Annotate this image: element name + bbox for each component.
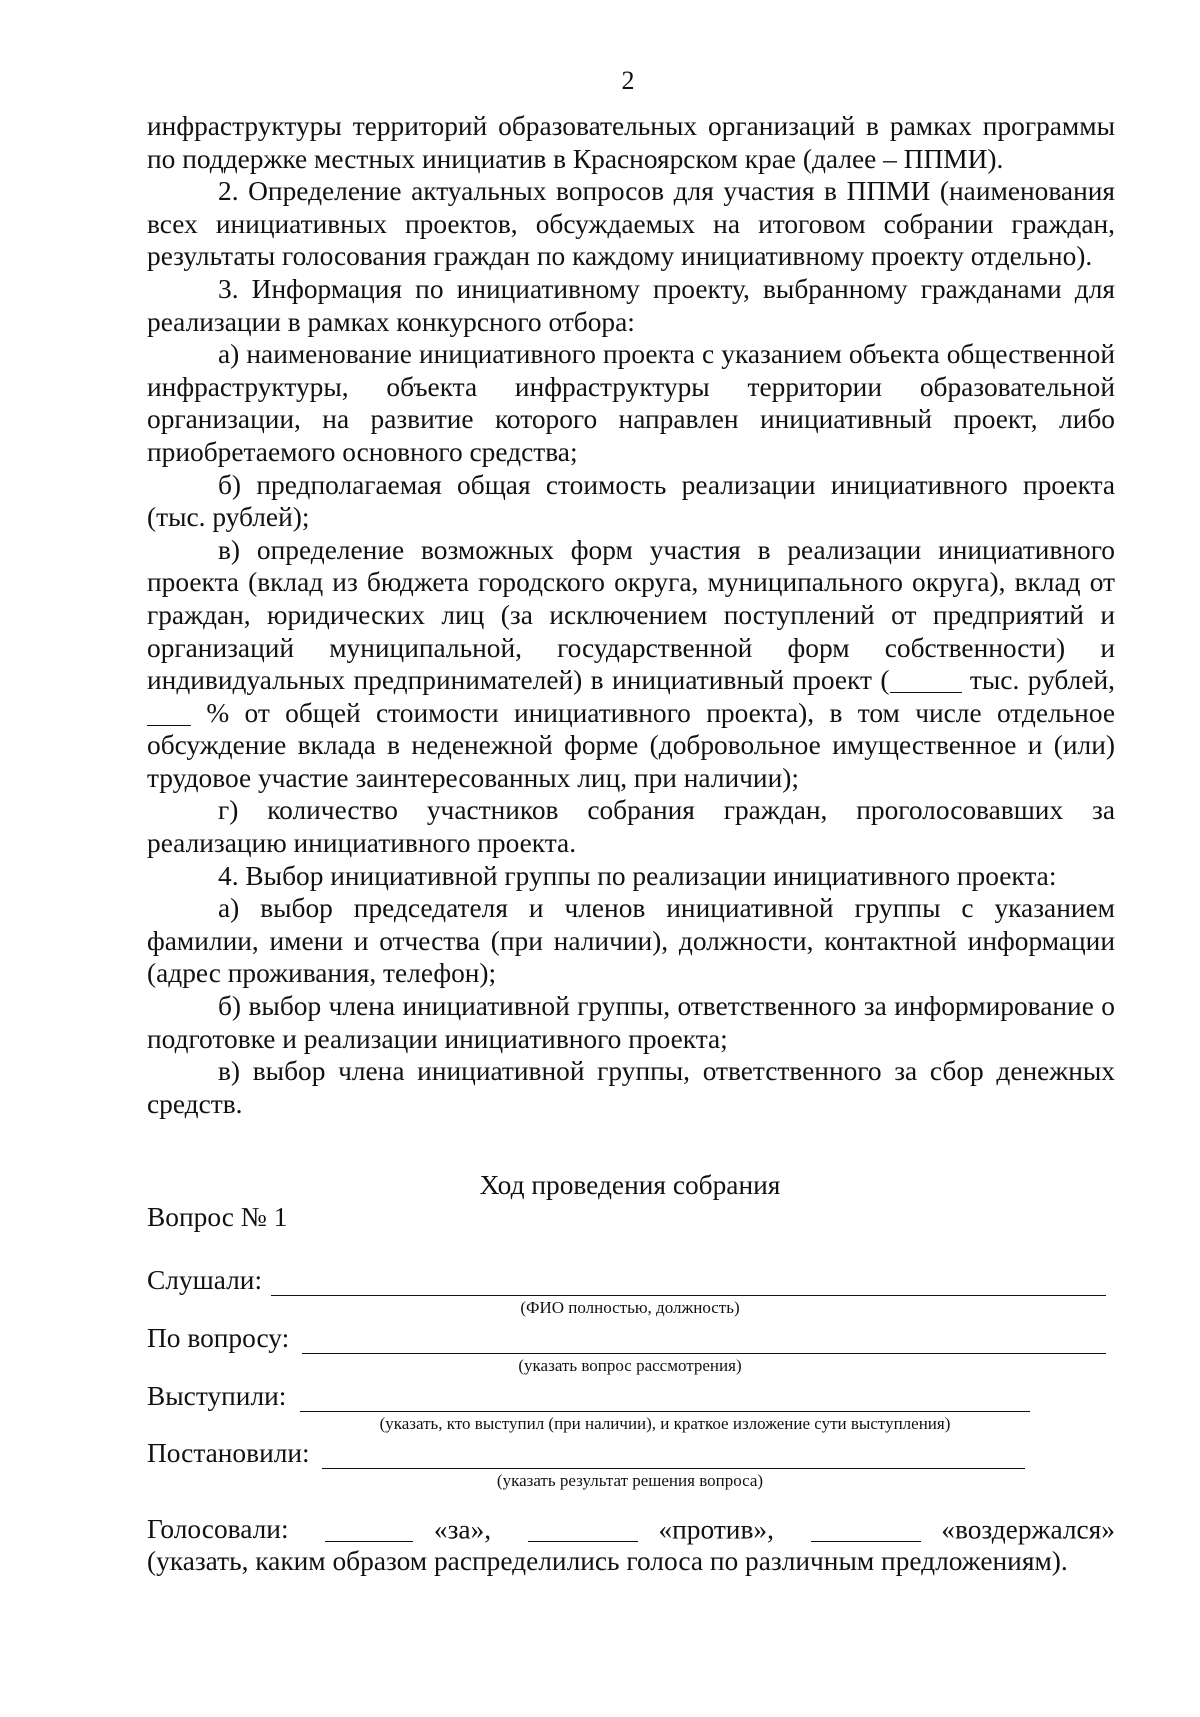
heard-label: Слушали: xyxy=(147,1265,263,1295)
spoke-label: Выступили: xyxy=(147,1381,287,1411)
vote-against xyxy=(528,1514,774,1545)
paragraph: б) предполагаемая общая стоимость реализации инициативного проекта (тыс. рублей); xyxy=(147,469,1115,533)
paragraph: 2. Определение актуальных вопросов для участия в ППМИ (наименования всех инициативных проектов, обсуждаемых на итоговом собрании граждан, результаты голосования граждан по каждому инициативному проекту отдельно). xyxy=(147,176,1115,272)
vote-for xyxy=(325,1514,491,1545)
vote-abstain xyxy=(811,1514,1115,1545)
on-question-line[interactable] xyxy=(302,1323,1106,1354)
paragraph: инфраструктуры территорий образовательных организаций в рамках программы по поддержке местных инициатив в Красноярском крае (далее – ППМИ). xyxy=(147,111,1115,174)
amount-blank[interactable] xyxy=(890,665,962,693)
paragraph-contribution xyxy=(147,534,1115,795)
on-question-label: По вопросу: xyxy=(147,1323,290,1353)
paragraph-text: в) определение возможных форм участия в реализации инициативного проекта (вклад из бюджета городского округа, муниципального округа), вклад от граждан, юридических лиц (за исключением поступлений от предприятий и организаций муниципальной, государственной форм собственности) и индивидуальных предпринимателей) в инициативный проект ( xyxy=(147,534,1115,696)
on-question-field xyxy=(147,1323,289,1354)
paragraph: 3. Информация по инициативному проекту, выбранному гражданами для реализации в рамках конкурсного отбора: xyxy=(147,273,1115,337)
vote-note: (указать, каким образом распределились голоса по различным предложениям). xyxy=(147,1546,1068,1576)
document-body xyxy=(147,110,1115,1120)
heard-line[interactable] xyxy=(271,1265,1106,1296)
heard-hint: (ФИО полностью, должность) xyxy=(520,1298,740,1317)
vote-for-blank[interactable] xyxy=(325,1514,413,1542)
vote-against-blank[interactable] xyxy=(528,1514,638,1542)
paragraph: а) выбор председателя и членов инициативной группы с указанием фамилии, имени и отчества (при наличии), должности, контактной информации (адрес проживания, телефон); xyxy=(147,893,1115,989)
vote-for-label: «за», xyxy=(433,1514,492,1545)
paragraph: 4. Выбор инициативной группы по реализации инициативного проекта: xyxy=(218,860,1057,891)
spoke-line[interactable] xyxy=(300,1381,1030,1412)
spoke-hint: (указать, кто выступил (при наличии), и краткое изложение сути выступления) xyxy=(379,1414,951,1433)
vote-against-label: «против», xyxy=(658,1514,774,1545)
question-label: Вопрос № 1 xyxy=(147,1202,288,1232)
resolved-hint: (указать результат решения вопроса) xyxy=(496,1471,764,1490)
vote-abstain-label: «воздержался» xyxy=(941,1514,1115,1545)
spoke-field xyxy=(147,1381,286,1412)
vote-label: Голосовали: xyxy=(147,1514,289,1545)
heard-field xyxy=(147,1265,262,1296)
resolved-line[interactable] xyxy=(322,1438,1025,1469)
paragraph: г) количество участников собрания граждан, проголосовавших за реализацию инициативного проекта. xyxy=(147,795,1115,859)
section-title: Ход проведения собрания xyxy=(479,1170,781,1200)
page-number: 2 xyxy=(621,66,635,95)
resolved-label: Постановили: xyxy=(147,1438,310,1468)
paragraph: а) наименование инициативного проекта с указанием объекта общественной инфраструктуры, объекта инфраструктуры территории образовательной организации, на развитие которого направлен инициативный проект, либо приобретаемого основного средства; xyxy=(147,339,1115,467)
on-question-hint: (указать вопрос рассмотрения) xyxy=(518,1356,742,1375)
vote-row xyxy=(147,1514,1115,1545)
paragraph: б) выбор члена инициативной группы, ответственного за информирование о подготовке и реализации инициативного проекта; xyxy=(147,991,1115,1054)
vote-abstain-blank[interactable] xyxy=(811,1514,921,1542)
paragraph-text: % от общей стоимости инициативного проекта), в том числе отдельное обсуждение вклада в неденежной форме (добровольное имущественное и (или) трудовое участие заинтересованных лиц, при наличии); xyxy=(147,697,1115,793)
resolved-field xyxy=(147,1438,310,1469)
paragraph: в) выбор члена инициативной группы, ответственного за сбор денежных средств. xyxy=(147,1056,1115,1119)
percent-blank[interactable] xyxy=(147,697,191,725)
paragraph-text: тыс. рублей, xyxy=(961,665,1115,696)
